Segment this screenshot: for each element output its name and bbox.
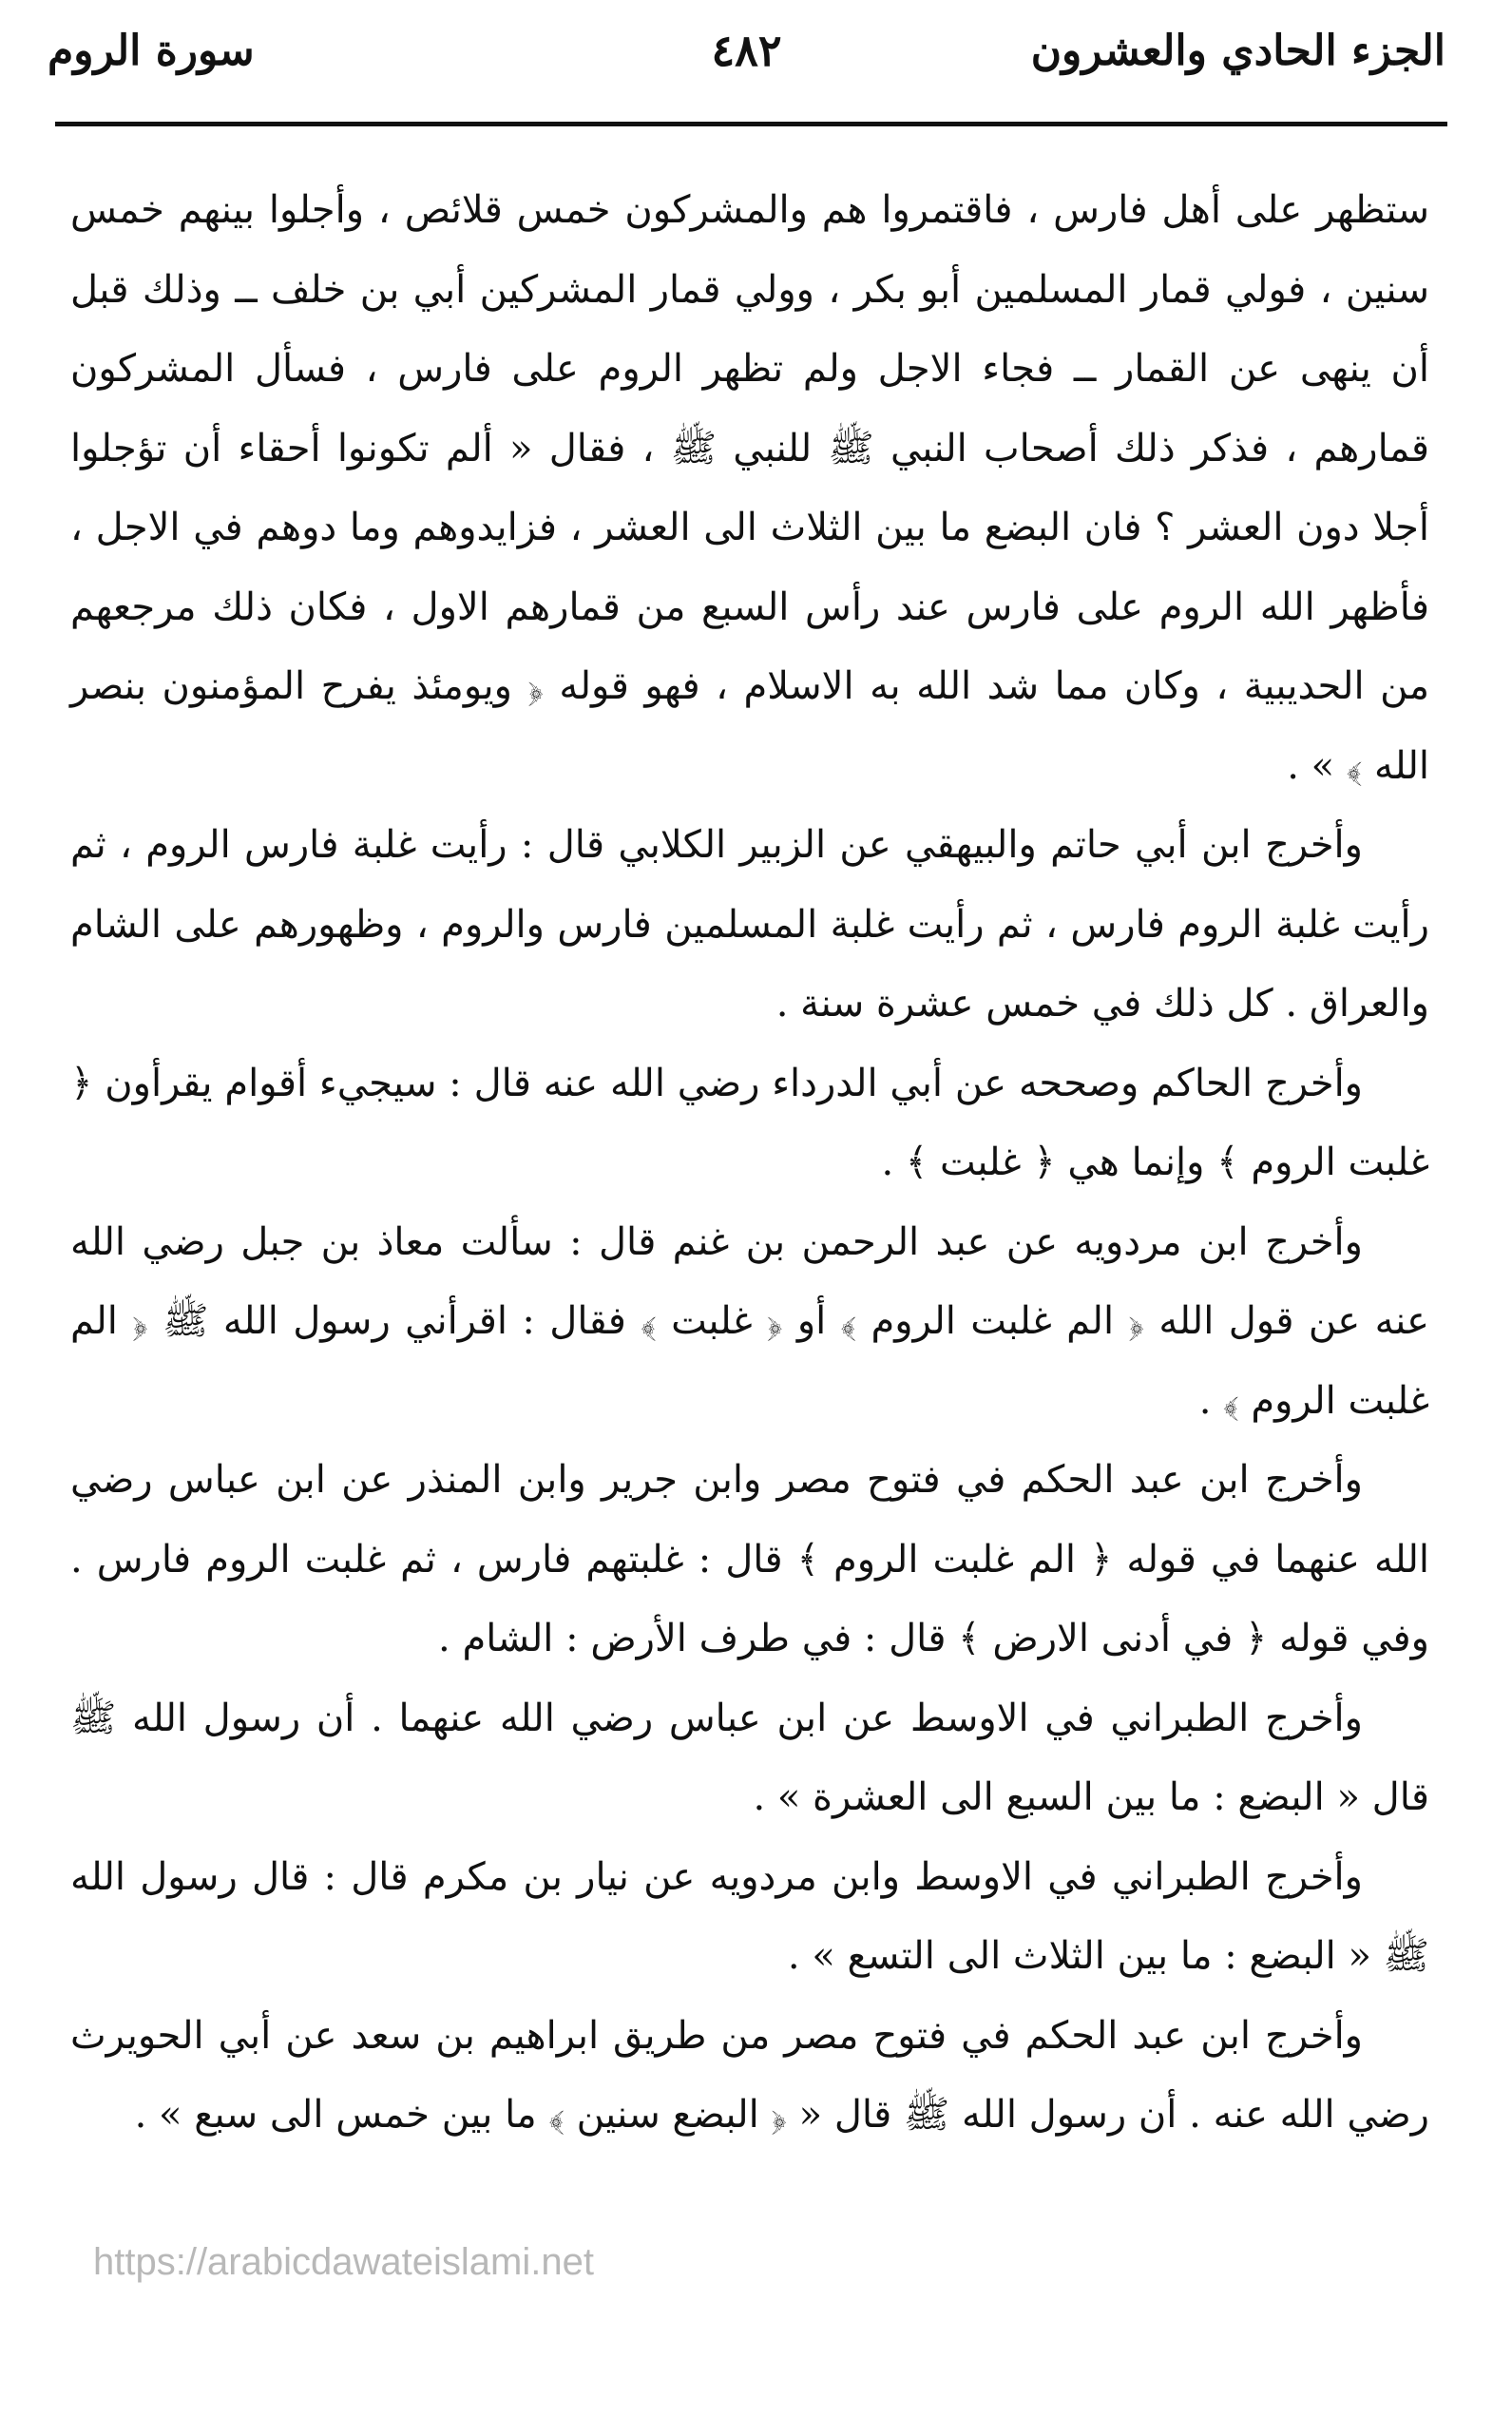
paragraph-hadith: وأخرج ابن عبد الحكم في فتوح مصر من طريق ابراهيم بن سعد عن أبي الحويرث رضي الله عنه . أن رسول الله ﷺ قال « ﴿ البضع سنين ﴾ ما بين خمس الى سبع » . <box>70 2013 1429 2137</box>
paragraph-hadith: وأخرج ابن عبد الحكم في فتوح مصر وابن جرير وابن المنذر عن ابن عباس رضي الله عنهما في قوله ﴿ الم غلبت الروم ﴾ قال : غلبتهم فارس ، ثم غلبت الروم فارس . وفي قوله ﴿ في أدنى الارض ﴾ قال : في طرف الأرض : الشام . <box>70 1458 1429 1660</box>
paragraph-hadith: وأخرج الحاكم وصححه عن أبي الدرداء رضي الله عنه قال : سيجيء أقوام يقرأون ﴿ غلبت الروم ﴾ وإنما هي ﴿ غلبت ﴾ . <box>70 1061 1429 1184</box>
watermark-url: https://arabicdawateislami.net <box>93 2241 594 2283</box>
part-title: الجزء الحادي والعشرون <box>1030 27 1445 75</box>
page-body <box>70 171 1429 2156</box>
paragraph-hadith: وأخرج الطبراني في الاوسط عن ابن عباس رضي الله عنهما . أن رسول الله ﷺ قال « البضع : ما بين السبع الى العشرة » . <box>70 1696 1429 1819</box>
page-number: ٤٨٢ <box>711 25 782 76</box>
paragraph-hadith: وأخرج ابن مردويه عن عبد الرحمن بن غنم قال : سألت معاذ بن جبل رضي الله عنه عن قول الله ﴿ الم غلبت الروم ﴾ أو ﴿ غلبت ﴾ فقال : اقرأني رسول الله ﷺ ﴿ الم غلبت الروم ﴾ . <box>70 1219 1429 1423</box>
surah-title: سورة الروم <box>48 27 255 75</box>
paragraph-continuation: ستظهر على أهل فارس ، فاقتمروا هم والمشركون خمس قلائص ، وأجلوا بينهم خمس سنين ، فولي قمار المسلمين أبو بكر ، وولي قمار المشركين أبي بن خلف ــ وذلك قبل أن ينهى عن القمار ــ فجاء الاجل ولم تظهر الروم على فارس ، فسأل المشركون قمارهم ، فذكر ذلك أصحاب النبي ﷺ للنبي ﷺ ، فقال « ألم تكونوا أحقاء أن تؤجلوا أجلا دون العشر ؟ فان البضع ما بين الثلاث الى العشر ، فزايدوهم وما دوهم في الاجل ، فأظهر الله الروم على فارس عند رأس السبع من قمارهم الاول ، فكان ذلك مرجعهم من الحديبية ، وكان مما شد الله به الاسلام ، فهو قوله ﴿ ويومئذ يفرح المؤمنون بنصر الله ﴾ » . <box>70 188 1430 788</box>
header-divider <box>55 122 1447 126</box>
paragraph-hadith: وأخرج الطبراني في الاوسط وابن مردويه عن نيار بن مكرم قال : قال رسول الله ﷺ « البضع : ما بين الثلاث الى التسع » . <box>70 1854 1429 1978</box>
paragraph-hadith: وأخرج ابن أبي حاتم والبيهقي عن الزبير الكلابي قال : رأيت غلبة فارس الروم ، ثم رأيت غلبة الروم فارس ، ثم رأيت غلبة المسلمين فارس والروم ، وظهورهم على الشام والعراق . كل ذلك في خمس عشرة سنة . <box>70 823 1429 1026</box>
running-header <box>48 19 1445 105</box>
